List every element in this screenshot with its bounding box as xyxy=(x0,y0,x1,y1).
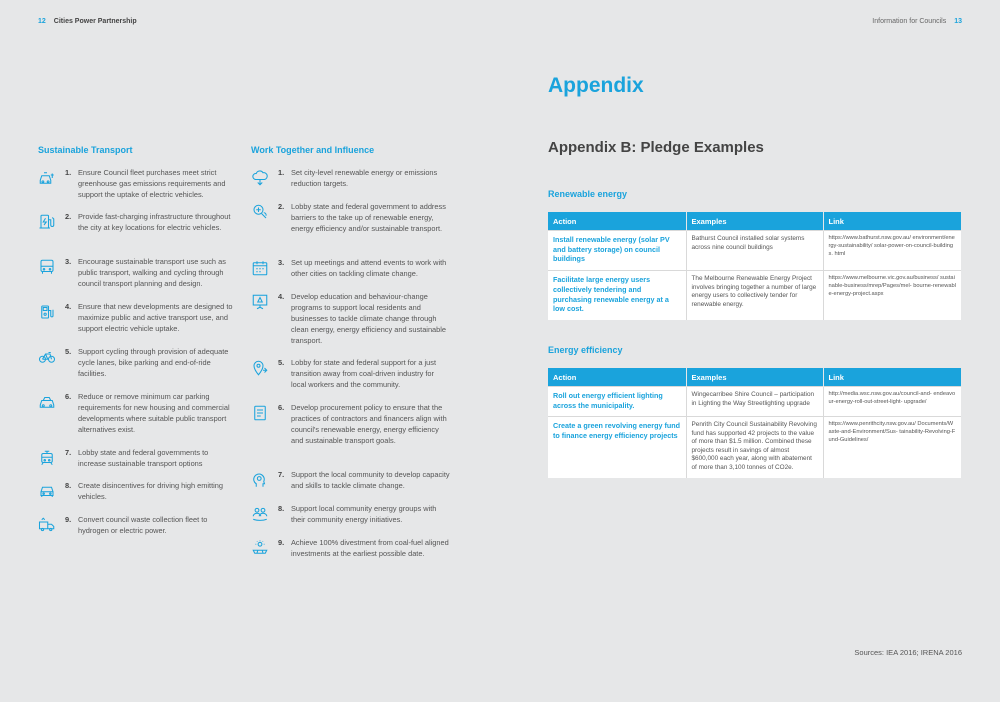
list-item: 7. Support the local community to develop capacity and skills to tackle climate change. xyxy=(251,470,451,504)
bicycle-icon xyxy=(38,348,56,366)
link-cell[interactable]: https://www.melbourne.vic.gov.au/business/ sustainable-business/mrep/Pages/mel- bourne-renewable-energy-project.aspx xyxy=(823,271,961,320)
list-item-text: Provide fast-charging infrastructure throughout the city at key locations for electric vehicles. xyxy=(78,212,231,232)
list-item-text: Develop education and behaviour-change programs to support local residents and businesses to tackle climate change through clean energy, energy efficiency and sustainable transport. xyxy=(291,292,447,345)
list-item-text: Set up meetings and attend events to work with other cities on tackling climate change. xyxy=(291,258,447,278)
column-header: Action xyxy=(548,212,686,231)
list-item-text: Support cycling through provision of adequate cycle lanes, bike parking and end-of-ride facilities. xyxy=(78,347,229,378)
list-item-text: Lobby state and federal government to address barriers to the take up of renewable energy, energy efficiency and/or sustainable transport. xyxy=(291,202,446,233)
table-row xyxy=(548,387,961,417)
right-page-title: Information for Councils xyxy=(872,18,947,25)
list-item-text: Create disincentives for driving high emitting vehicles. xyxy=(78,481,224,501)
garbage-truck-icon xyxy=(38,516,56,534)
table-row xyxy=(548,417,961,479)
list-item: 6. Reduce or remove minimum car parking requirements for new housing and commercial developments where suitable public transport alternatives exist. xyxy=(38,392,238,448)
example-cell: Bathurst Council installed solar systems across nine council buildings xyxy=(686,231,823,271)
left-page-header xyxy=(38,18,137,25)
list-item-text: Lobby for state and federal support for a just transition away from coal-driven industry for local workers and the community. xyxy=(291,358,437,389)
list-item-text: Ensure Council fleet purchases meet strict greenhouse gas emissions requirements and support the uptake of electric vehicles. xyxy=(78,168,226,199)
table-row xyxy=(548,271,961,320)
renewable-energy-title: Renewable energy xyxy=(548,189,628,199)
list-item: 2. Lobby state and federal government to address barriers to the take up of renewable energy, energy efficiency and/or sustainable transport. xyxy=(251,202,451,258)
action-cell: Facilitate large energy users collectively tendering and purchasing renewable energy at a low cost. xyxy=(548,271,686,320)
list-item: 1. Ensure Council fleet purchases meet strict greenhouse gas emissions requirements and support the uptake of electric vehicles. xyxy=(38,168,238,212)
list-item-text: Develop procurement policy to ensure that the practices of contractors and financers align with council's renewable energy, energy efficiency and sustainable transport goals. xyxy=(291,403,447,445)
example-cell: Wingecarribee Shire Council – participation in Lighting the Way Streetlighting upgrade xyxy=(686,387,823,417)
solar-farm-icon xyxy=(251,539,269,557)
list-item: 5. Support cycling through provision of adequate cycle lanes, bike parking and end-of-ride facilities. xyxy=(38,347,238,392)
list-item: 7. Lobby state and federal governments to increase sustainable transport options xyxy=(38,448,238,481)
list-item: 3. Encourage sustainable transport use such as public transport, walking and cycling through council transport planning and design. xyxy=(38,257,238,302)
checklist-icon xyxy=(251,404,269,422)
list-item-text: Achieve 100% divestment from coal-fuel aligned investments at the earliest possible date. xyxy=(291,538,449,558)
list-item: 2. Provide fast-charging infrastructure throughout the city at key locations for electric vehicles. xyxy=(38,212,238,257)
action-cell: Roll out energy efficient lighting across the municipality. xyxy=(548,387,686,417)
list-item-text: Convert council waste collection fleet to hydrogen or electric power. xyxy=(78,515,208,535)
list-item-text: Set city-level renewable energy or emissions reduction targets. xyxy=(291,168,438,188)
link-cell[interactable]: http://media.wsc.nsw.gov.au/council-and- endeavour-energy-roll-out-street-light- upgrade/ xyxy=(823,387,961,417)
cloud-co2-icon xyxy=(251,169,269,187)
column-header: Examples xyxy=(686,368,823,387)
together-title: Work Together and Influence xyxy=(251,145,375,155)
list-item: 6. Develop procurement policy to ensure that the practices of contractors and financers align with council's renewable energy, energy efficiency and sustainable transport goals. xyxy=(251,403,451,470)
list-item: 3. Set up meetings and attend events to work with other cities on tackling climate change. xyxy=(251,258,451,292)
column-header: Examples xyxy=(686,212,823,231)
list-item: 9. Convert council waste collection fleet to hydrogen or electric power. xyxy=(38,515,238,545)
list-item: 1. Set city-level renewable energy or emissions reduction targets. xyxy=(251,168,451,202)
column-header: Link xyxy=(823,212,961,231)
energy-efficiency-title: Energy efficiency xyxy=(548,345,623,355)
car-icon xyxy=(38,393,56,411)
list-item-text: Lobby state and federal governments to increase sustainable transport options xyxy=(78,448,209,468)
sources-note: Sources: IEA 2016; IRENA 2016 xyxy=(854,648,962,657)
list-item: 5. Lobby for state and federal support for a just transition away from coal-driven industry for local workers and the community. xyxy=(251,358,451,403)
list-item-text: Support the local community to develop capacity and skills to tackle climate change. xyxy=(291,470,450,490)
renewable-energy-table xyxy=(548,212,961,320)
column-header: Action xyxy=(548,368,686,387)
list-item: 9. Achieve 100% divestment from coal-fuel aligned investments at the earliest possible date. xyxy=(251,538,451,572)
presentation-icon xyxy=(251,293,269,311)
action-cell: Create a green revolving energy fund to finance energy efficiency projects xyxy=(548,417,686,479)
action-cell: Install renewable energy (solar PV and battery storage) on council buildings xyxy=(548,231,686,271)
car-charging-icon xyxy=(38,169,56,187)
list-item-text: Support local community energy groups with their community energy initiatives. xyxy=(291,504,437,524)
list-item: 4. Ensure that new developments are designed to maximize public and active transport use, and support electric vehicle uptake. xyxy=(38,302,238,347)
transport-list xyxy=(38,168,238,545)
link-cell[interactable]: https://www.penrithcity.nsw.gov.au/ Documents/Waste-and-Environment/Sus- tainability-Revolving-Fund-Guidelines/ xyxy=(823,417,961,479)
example-cell: The Melbourne Renewable Energy Project involves bringing together a number of large energy users to collectively tender for renewable energy. xyxy=(686,271,823,320)
transport-title: Sustainable Transport xyxy=(38,145,133,155)
list-item-text: Reduce or remove minimum car parking requirements for new housing and commercial developments where suitable public transport alternatives exist. xyxy=(78,392,230,434)
energy-efficiency-table xyxy=(548,368,961,478)
head-gear-icon xyxy=(251,471,269,489)
list-item: 8. Create disincentives for driving high emitting vehicles. xyxy=(38,481,238,515)
location-pin-icon xyxy=(251,359,269,377)
lobby-speech-icon xyxy=(251,203,269,221)
calendar-icon xyxy=(251,259,269,277)
list-item: 8. Support local community energy groups with their community energy initiatives. xyxy=(251,504,451,538)
table-row xyxy=(548,231,961,271)
left-page-title: Cities Power Partnership xyxy=(53,18,137,25)
right-page-header xyxy=(872,18,962,25)
appendix-subtitle: Appendix B: Pledge Examples xyxy=(548,139,764,156)
table-header-row xyxy=(548,212,961,231)
charging-station-icon xyxy=(38,213,56,231)
left-page-number: 12 xyxy=(38,18,46,25)
link-cell[interactable]: https://www.bathurst.nsw.gov.au/ environment/energy-sustainability/ solar-power-on-council-buildings. html xyxy=(823,231,961,271)
example-cell: Penrith City Council Sustainability Revolving fund has supported 42 projects to the value of more than $1.5 million. Combined these projects result in savings of almost $600,000 each year, along with abatement of more than 3,100 tonnes of CO2e. xyxy=(686,417,823,479)
together-list xyxy=(251,168,451,572)
table-header-row xyxy=(548,368,961,387)
appendix-title: Appendix xyxy=(548,74,644,97)
list-item-text: Ensure that new developments are designed to maximize public and active transport use, and support electric vehicle uptake. xyxy=(78,302,233,333)
ev-charger-icon xyxy=(38,303,56,321)
column-header: Link xyxy=(823,368,961,387)
bus-icon xyxy=(38,258,56,276)
list-item-text: Encourage sustainable transport use such as public transport, walking and cycling through council transport planning and design. xyxy=(78,257,226,288)
tram-icon xyxy=(38,449,56,467)
list-item: 4. Develop education and behaviour-change programs to support local residents and businesses to tackle climate change through clean energy, energy efficiency and sustainable transport. xyxy=(251,292,451,358)
car-front-icon xyxy=(38,482,56,500)
community-icon xyxy=(251,505,269,523)
right-page-number: 13 xyxy=(954,18,962,25)
